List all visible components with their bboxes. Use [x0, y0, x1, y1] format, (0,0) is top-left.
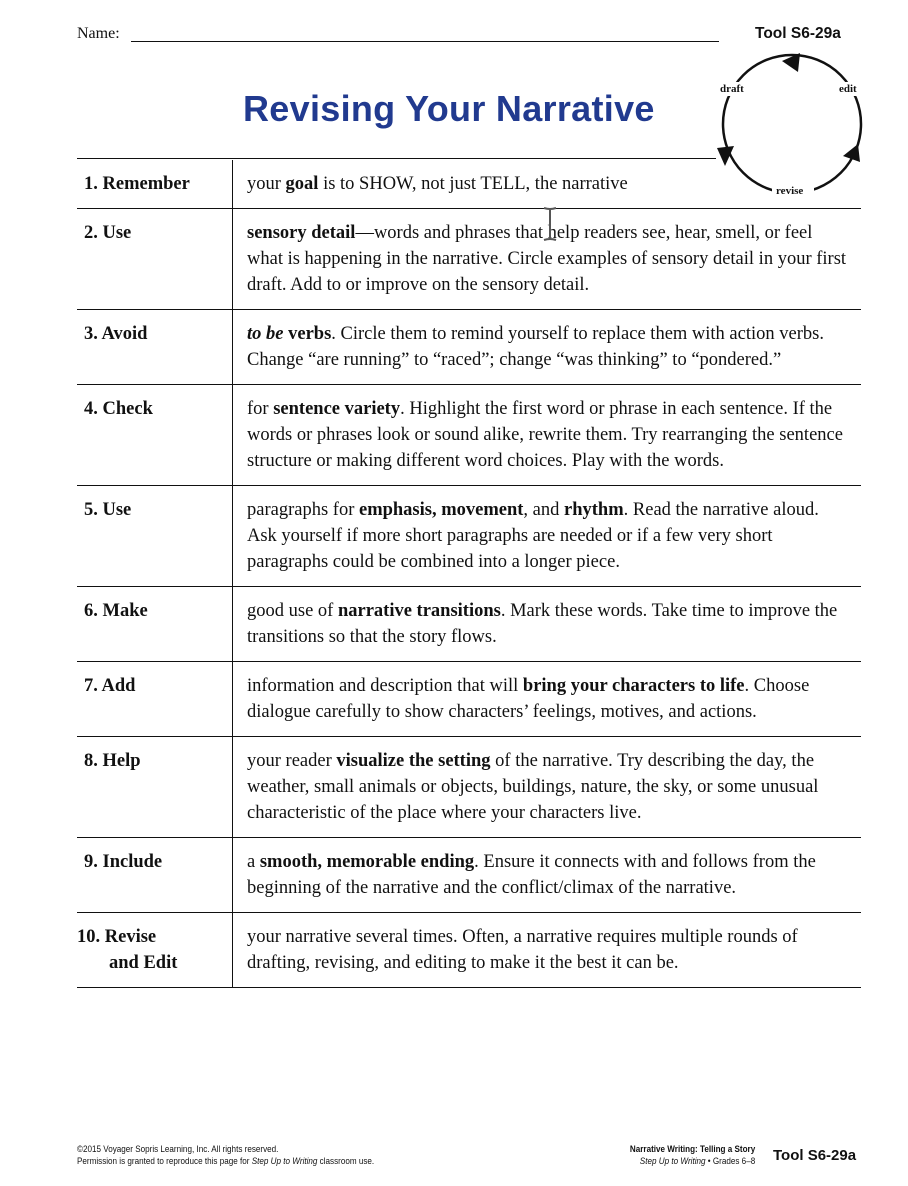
step-label-text: 4. Check	[84, 399, 153, 419]
emphasis-text: goal	[285, 174, 319, 194]
step-description	[233, 737, 862, 838]
description-text: is to SHOW, not just TELL, the narrative	[318, 174, 628, 194]
step-label	[77, 737, 233, 838]
description-text: . Highlight the first word or phrase in each sentence. If the words or phrases look or sound alike, rewrite them. Try rearranging the sentence structure or making different word choices. Play with the words.	[247, 399, 843, 471]
checklist-row	[77, 913, 861, 988]
step-label-text-2: and Edit	[109, 953, 178, 973]
tool-id-bottom: Tool S6-29a	[773, 1147, 857, 1164]
series-name: Step Up to Writing	[639, 1155, 706, 1166]
step-description	[233, 385, 862, 486]
step-label	[77, 587, 233, 662]
emphasis-text: visualize the setting	[336, 751, 491, 771]
description-text: . Read the narrative aloud. Ask yourself if more short paragraphs are needed or if a few very short paragraphs could be combined into a longer piece.	[247, 500, 819, 572]
cycle-label-edit: edit	[839, 83, 857, 95]
step-label	[77, 838, 233, 913]
description-text: a	[247, 852, 260, 872]
grades: • Grades 6–8	[705, 1155, 755, 1166]
description-text: . Choose dialogue carefully to show characters’ feelings, motives, and actions.	[247, 676, 810, 722]
description-text: . Mark these words. Take time to improve the transitions so that the story flows.	[247, 601, 838, 647]
description-text: your	[247, 174, 286, 194]
checklist-row	[77, 838, 861, 913]
page-title: Revising Your Narrative	[243, 88, 655, 129]
step-description	[233, 587, 862, 662]
step-label-text: 1. Remember	[84, 174, 190, 194]
step-label	[77, 160, 233, 209]
name-field-line[interactable]	[131, 41, 719, 42]
footer-book-info	[630, 1144, 755, 1167]
description-text: your reader	[247, 751, 337, 771]
description-text: for	[247, 399, 274, 419]
cycle-label-draft: draft	[720, 83, 744, 95]
step-description	[233, 662, 862, 737]
text-cursor-icon	[541, 206, 559, 242]
tool-id-top: Tool S6-29a	[755, 25, 841, 42]
title-rule	[77, 158, 716, 159]
step-label	[77, 385, 233, 486]
step-label-text: 6. Make	[84, 601, 148, 621]
permission-title: Step Up to Writing	[251, 1155, 318, 1166]
step-description	[233, 310, 862, 385]
checklist-row	[77, 385, 861, 486]
description-text: . Ensure it connects with and follows from the beginning of the narrative and the conflict/climax of the narrative.	[247, 852, 816, 898]
step-description	[233, 838, 862, 913]
step-label	[77, 662, 233, 737]
emphasis-text: to be	[247, 324, 284, 344]
checklist-row	[77, 737, 861, 838]
book-title: Narrative Writing: Telling a Story	[629, 1144, 755, 1154]
revision-checklist-table	[77, 160, 861, 988]
emphasis-text: emphasis, movement	[358, 500, 524, 520]
step-label	[77, 913, 233, 988]
checklist-row	[77, 209, 861, 310]
step-label	[77, 209, 233, 310]
permission-prefix: Permission is granted to reproduce this page for	[77, 1155, 252, 1166]
emphasis-text: bring your characters to life	[522, 676, 745, 696]
emphasis-text: rhythm	[564, 500, 624, 520]
step-label-text: 5. Use	[84, 500, 132, 520]
emphasis-text: smooth, memorable ending	[259, 852, 475, 872]
description-text: . Circle them to remind yourself to replace them with action verbs. Change “are running” to “raced”; change “was thinking” to “pondered.”	[247, 324, 824, 370]
step-description	[233, 913, 862, 988]
step-label-text: 8. Help	[84, 751, 141, 771]
permission-text	[77, 1156, 374, 1168]
description-text: good use of	[247, 601, 338, 621]
checklist-row	[77, 486, 861, 587]
description-text: , and	[523, 500, 565, 520]
step-label	[77, 486, 233, 587]
step-label-text: 2. Use	[84, 223, 132, 243]
step-description	[233, 486, 862, 587]
checklist-row	[77, 160, 861, 209]
checklist-row	[77, 310, 861, 385]
description-text: paragraphs for	[247, 500, 359, 520]
step-label-text: 9. Include	[84, 852, 163, 872]
step-label-text: 7. Add	[84, 676, 136, 696]
copyright-text: ©2015 Voyager Sopris Learning, Inc. All rights reserved.	[77, 1144, 279, 1154]
emphasis-text: narrative transitions	[337, 601, 501, 621]
description-text: information and description that will	[247, 676, 523, 696]
emphasis-text: sentence variety	[273, 399, 401, 419]
checklist-row	[77, 587, 861, 662]
permission-suffix: classroom use.	[317, 1155, 375, 1166]
cycle-label-revise: revise	[776, 185, 804, 197]
name-label: Name:	[77, 25, 120, 42]
emphasis-text: verbs	[283, 324, 332, 344]
emphasis-text: sensory detail	[247, 223, 356, 243]
description-text: your narrative several times. Often, a narrative requires multiple rounds of drafting, revising, and editing to make it the best it can be.	[247, 927, 798, 973]
step-label-text: 3. Avoid	[84, 324, 148, 344]
footer-copyright	[77, 1144, 374, 1167]
checklist-row	[77, 662, 861, 737]
description-text: —words and phrases that help readers see, hear, smell, or feel what is happening in the narrative. Circle examples of sensory detail in your first draft. Add to or improve on the sensory detail.	[247, 223, 847, 295]
step-label	[77, 310, 233, 385]
series-grades	[630, 1156, 755, 1168]
step-description	[233, 160, 862, 209]
step-label-text: 10. Revise	[77, 927, 157, 947]
description-text: of the narrative. Try describing the day, the weather, small animals or objects, buildings, nature, the sky, or some unusual characteristic of the place where your characters live.	[247, 751, 819, 823]
